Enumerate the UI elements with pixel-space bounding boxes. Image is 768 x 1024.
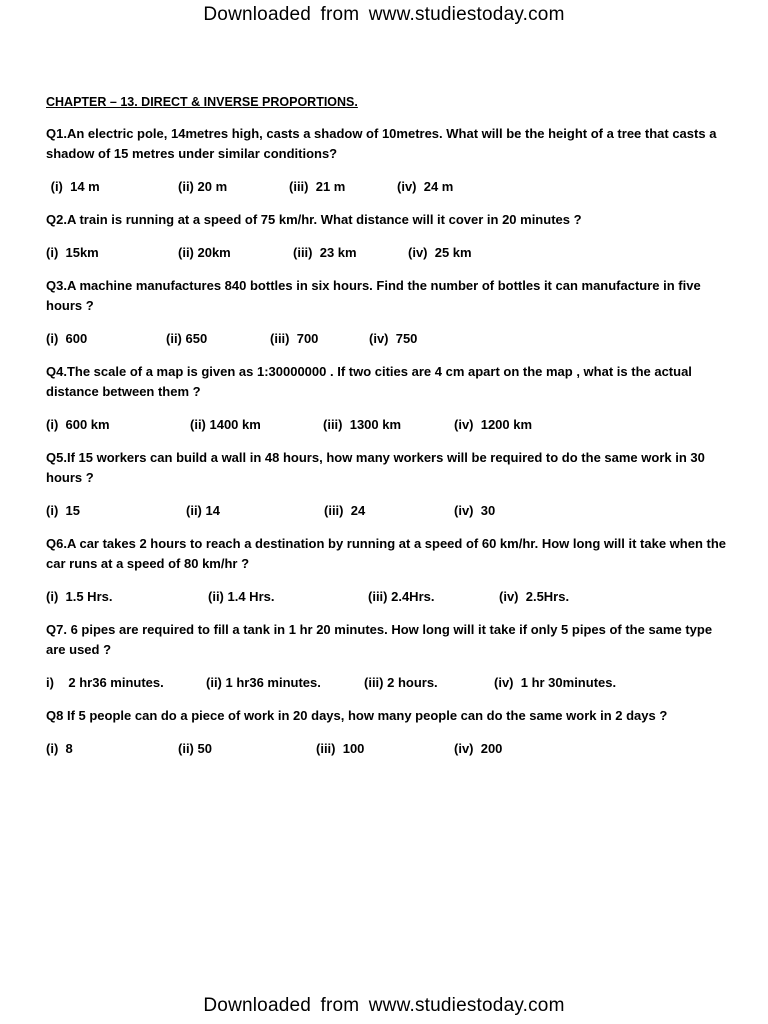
option-ii: (ii) 1.4 Hrs.: [208, 589, 275, 604]
question-block-8: [46, 706, 726, 759]
question-text: Q3.A machine manufactures 840 bottles in six hours. Find the number of bottles it can manufacture in five hours ?: [46, 278, 701, 313]
question-text: Q8 If 5 people can do a piece of work in 20 days, how many people can do the same work in 2 days ?: [46, 708, 668, 723]
question-block-3: [46, 276, 726, 349]
option-iii: (iii) 21 m: [289, 179, 346, 194]
options-row: [46, 329, 726, 349]
question-block-2: [46, 210, 726, 263]
worksheet: [46, 92, 726, 772]
option-ii: (ii) 650: [166, 331, 208, 346]
option-iv: (iv) 750: [369, 331, 418, 346]
question-text: Q4.The scale of a map is given as 1:30000000 . If two cities are 4 cm apart on the map , what is the actual distance between them ?: [46, 364, 692, 399]
option-i: (i) 8: [46, 741, 73, 756]
option-iii: (iii) 1300 km: [323, 417, 402, 432]
question-text: Q2.A train is running at a speed of 75 km/hr. What distance will it cover in 20 minutes ?: [46, 212, 582, 227]
option-iv: (iv) 30: [454, 503, 496, 518]
options-row: [46, 415, 726, 435]
option-ii: (ii) 20km: [178, 245, 231, 260]
footer-banner: Downloaded from www.studiestoday.com: [203, 995, 565, 1016]
options-row: [46, 739, 726, 759]
question-text: Q7. 6 pipes are required to fill a tank in 1 hr 20 minutes. How long will it take if only 5 pipes of the same type are used ?: [46, 622, 713, 657]
option-i: i) 2 hr36 minutes.: [46, 675, 164, 690]
question-block-1: [46, 124, 726, 197]
option-iii: (iii) 24: [324, 503, 366, 518]
option-i: (i) 15km: [46, 245, 99, 260]
question-block-5: [46, 448, 726, 521]
option-i: (i) 600: [46, 331, 88, 346]
option-iv: (iv) 200: [454, 741, 503, 756]
option-iv: (iv) 1200 km: [454, 417, 533, 432]
option-iii: (iii) 23 km: [293, 245, 357, 260]
chapter-title: CHAPTER – 13. DIRECT & INVERSE PROPORTIONS.: [46, 95, 358, 109]
options-row: [46, 501, 726, 521]
header-banner: Downloaded from www.studiestoday.com: [203, 4, 565, 25]
question-text: Q5.If 15 workers can build a wall in 48 hours, how many workers will be required to do the same work in 30 hours ?: [46, 450, 705, 485]
option-iv: (iv) 25 km: [408, 245, 472, 260]
question-text: Q6.A car takes 2 hours to reach a destination by running at a speed of 60 km/hr. How long will it take when the car runs at a speed of 80 km/hr ?: [46, 536, 727, 571]
option-iii: (iii) 2 hours.: [364, 675, 438, 690]
option-iii: (iii) 2.4Hrs.: [368, 589, 435, 604]
question-block-6: [46, 534, 726, 607]
option-ii: (ii) 14: [186, 503, 220, 518]
question-text: Q1.An electric pole, 14metres high, casts a shadow of 10metres. What will be the height of a tree that casts a shadow of 15 metres under similar conditions?: [46, 126, 717, 161]
option-iii: (iii) 100: [316, 741, 365, 756]
option-ii: (ii) 1 hr36 minutes.: [206, 675, 321, 690]
option-i: (i) 15: [46, 503, 80, 518]
options-row: [46, 673, 726, 693]
option-iii: (iii) 700: [270, 331, 319, 346]
option-iv: (iv) 1 hr 30minutes.: [494, 675, 617, 690]
options-row: [46, 243, 726, 263]
option-iv: (iv) 2.5Hrs.: [499, 589, 570, 604]
option-ii: (ii) 20 m: [178, 179, 228, 194]
options-row: [46, 177, 726, 197]
option-ii: (ii) 1400 km: [190, 417, 261, 432]
option-i: (i) 1.5 Hrs.: [46, 589, 113, 604]
options-row: [46, 587, 726, 607]
question-block-4: [46, 362, 726, 435]
question-block-7: [46, 620, 726, 693]
option-i: (i) 14 m: [47, 179, 100, 194]
option-i: (i) 600 km: [46, 417, 110, 432]
option-iv: (iv) 24 m: [397, 179, 454, 194]
option-ii: (ii) 50: [178, 741, 212, 756]
